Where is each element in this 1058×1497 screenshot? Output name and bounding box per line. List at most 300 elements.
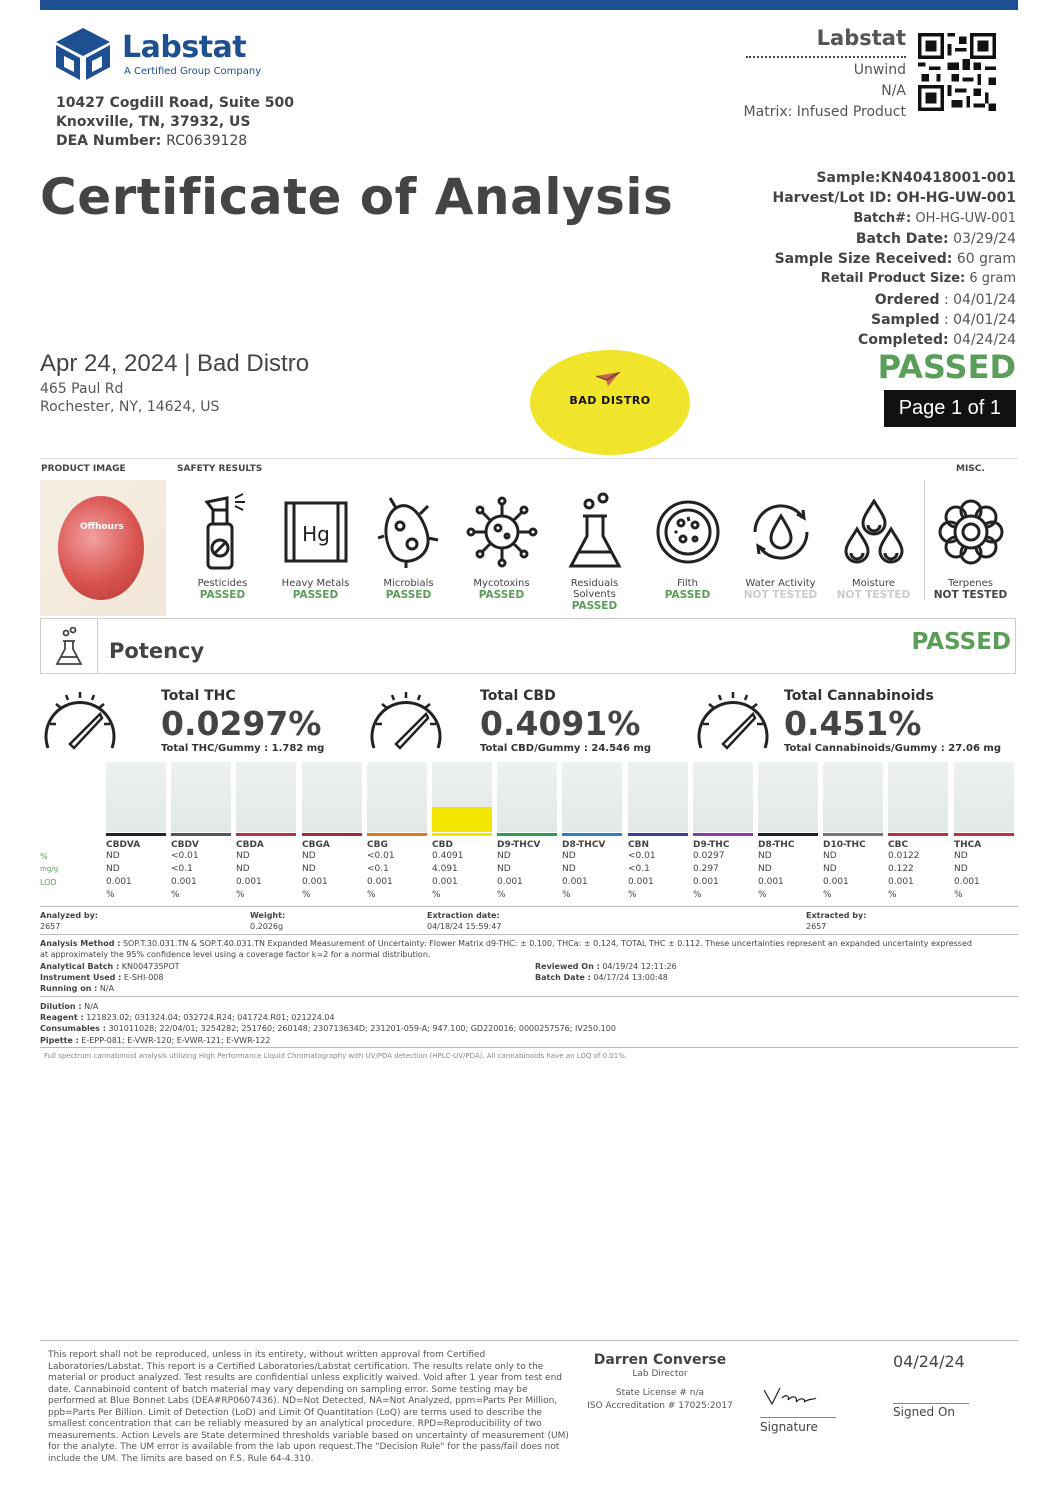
disclaimer-line: performed at Blue Bonnet Labs (DEA#RP0607436). ND=Not Detected, NA=Not Analyzed, ppm=Parts Per Million,: [48, 1396, 558, 1406]
cannabinoid-name: CBDV: [171, 840, 199, 850]
client-logo: [530, 350, 690, 455]
cannabinoid-column: [758, 762, 818, 902]
client-street: 465 Paul Rd: [40, 381, 124, 397]
cannabinoid-lod: 0.001: [628, 877, 654, 887]
lab-name: Labstat: [122, 30, 247, 65]
cannabinoid-lod: 0.001: [171, 877, 197, 887]
gauge-total: [693, 684, 773, 760]
cannabinoid-column: [367, 762, 427, 902]
potency-status: PASSED: [911, 629, 1011, 655]
reviewed-label: Reviewed On :: [535, 962, 600, 971]
cannabinoid-column: [693, 762, 753, 902]
safety-result: PASSED: [199, 589, 246, 601]
disclaimer-line: include the UM. The limits are based on F.S. Rule 64-4.310.: [48, 1453, 314, 1464]
gauge-icon: [366, 684, 446, 756]
cannabinoid-bar-bg: [954, 762, 1014, 832]
instrument-value: E-SHI-008: [123, 973, 164, 982]
section-divider: [40, 458, 1018, 459]
signature-line: [760, 1417, 836, 1418]
potency-header: [40, 618, 1016, 674]
disclaimer-line: material or product analyzed. Test results are confidential unless explicitly waived. Void after 1 year from test end: [48, 1373, 562, 1383]
batch-value: OH-HG-UW-001: [915, 210, 1016, 226]
address-line-1: 10427 Cogdill Road, Suite 500: [56, 95, 294, 111]
disclaimer-line: date. Cannabinoid content of batch material may vary depending on sampling error. Some testing may be: [48, 1384, 528, 1395]
analysis-divider-top: [40, 906, 1018, 907]
cannabinoid-pct: <0.01: [367, 851, 395, 861]
cannabinoid-bar-bg: [432, 762, 492, 832]
dea-label: DEA Number:: [56, 133, 162, 149]
cannabinoid-color-line: [954, 833, 1014, 836]
batch-label: Analytical Batch :: [40, 962, 120, 971]
gauge-value: 0.451%: [784, 704, 922, 743]
pipette-value: E-EPP-081; E-VWR-120; E-VWR-121; E-VWR-122: [81, 1036, 271, 1045]
batch-number: [773, 209, 1017, 229]
safety-results-row: [176, 486, 920, 612]
spray-bottle-icon: [176, 486, 269, 578]
gauge-sub: Total Cannabinoids/Gummy : 27.06 mg: [784, 743, 1001, 754]
row-label-lod: LOD: [40, 878, 57, 887]
cannabinoid-color-line: [171, 833, 231, 836]
signature-label: Signature: [760, 1420, 818, 1434]
cannabinoid-name: CBGA: [302, 840, 330, 850]
flask-icon: [55, 627, 83, 667]
cannabinoid-column: [888, 762, 948, 902]
cannabinoid-color-line: [432, 833, 492, 836]
handwritten-signature: [760, 1384, 820, 1408]
cannabinoid-unit: %: [562, 890, 571, 900]
cannabinoid-lod: 0.001: [888, 877, 914, 887]
dea-number: [56, 132, 294, 151]
safety-result: PASSED: [385, 589, 432, 601]
disclaimer-line: for the analyte. The UM error is available from the lab upon request.The "Decision Rule" for the pass/fail does not: [48, 1442, 560, 1452]
safety-microbials: [362, 486, 455, 612]
cannabinoid-unit: %: [171, 890, 180, 900]
cannabinoid-lod: 0.001: [302, 877, 328, 887]
cannabinoid-pct: ND: [562, 851, 576, 861]
cannabinoid-mg: ND: [236, 864, 250, 874]
cannabinoid-color-line: [236, 833, 296, 836]
footer-divider: [40, 1340, 1018, 1341]
cannabinoid-bar-bg: [693, 762, 753, 832]
sampled-date: [773, 310, 1017, 330]
disclaimer-line: measurements. Action Levels are State determined thresholds variable based on uncertainty of measurement (UM): [48, 1430, 569, 1441]
cannabinoid-bar-bg: [106, 762, 166, 832]
dotted-divider: [746, 56, 906, 58]
cannabinoid-lod: 0.001: [367, 877, 393, 887]
cannabinoid-mg: <0.1: [367, 864, 389, 874]
product-package: [58, 496, 144, 600]
safety-result: PASSED: [664, 589, 711, 601]
pipette-label: Pipette :: [40, 1036, 79, 1045]
size-received-label: Sample Size Received:: [774, 251, 953, 268]
cannabinoid-lod: 0.001: [236, 877, 262, 887]
product-name: Unwind: [853, 62, 906, 78]
client-date-name: Apr 24, 2024 | Bad Distro: [40, 350, 310, 377]
weight: [250, 910, 285, 932]
size-received-value: 60 gram: [956, 251, 1016, 268]
disclaimer-line: ppb=Parts Per Billion. Limit of Detection (LoD) and Limit Of Quantitation (LoQ) are terms used to describe the: [48, 1407, 543, 1418]
cannabinoid-lod: 0.001: [106, 877, 132, 887]
cannabinoid-lod: 0.001: [432, 877, 458, 887]
droplets-icon: [827, 486, 920, 578]
product-na: N/A: [881, 83, 906, 99]
safety-name: Filth: [677, 578, 698, 589]
cannabinoid-lod: 0.001: [497, 877, 523, 887]
cannabinoid-unit: %: [628, 890, 637, 900]
retail-value: 6 gram: [969, 271, 1016, 287]
cannabinoid-color-line: [888, 833, 948, 836]
cannabinoid-mg: ND: [562, 864, 576, 874]
consumables-value: 301011028; 22/04/01; 3254282; 251760; 260148; 230713634D; 231201-059-A; 947.100; GD220016; 0000257576; IV250.100: [108, 1024, 616, 1033]
signed-date: 04/24/24: [893, 1352, 965, 1371]
cannabinoid-pct: ND: [497, 851, 511, 861]
cannabinoid-name: CBG: [367, 840, 388, 850]
cannabinoid-bar-bg: [758, 762, 818, 832]
analysis-batch-date-value: 04/17/24 13:00:48: [593, 973, 668, 982]
safety-results-header: SAFETY RESULTS: [177, 464, 263, 474]
labstat-logo: [52, 26, 114, 86]
cannabinoid-name: D10-THC: [823, 840, 866, 850]
cannabinoid-mg: ND: [954, 864, 968, 874]
instrument-used: [40, 972, 163, 983]
signed-on-line: [893, 1403, 969, 1404]
safety-result: PASSED: [292, 589, 339, 601]
cannabinoid-column: [171, 762, 231, 902]
potency-icon-box: [41, 619, 98, 673]
dilution-value: N/A: [84, 1002, 99, 1011]
retail-label: Retail Product Size:: [820, 271, 966, 287]
reagent-value: 121823.02; 031324.04; 032724.R24; 041724.R01; 021224.04: [86, 1013, 335, 1022]
cannabinoid-pct: ND: [302, 851, 316, 861]
qr-code-icon[interactable]: [918, 33, 996, 115]
dea-value: RC0639128: [166, 133, 248, 149]
analysis-divider-3: [40, 1047, 1018, 1048]
misc-terpenes: [924, 486, 1017, 601]
safety-result: NOT TESTED: [743, 589, 818, 601]
safety-heavy-metals: [269, 486, 362, 612]
batch-date-value: 03/29/24: [953, 230, 1016, 247]
harvest-label: Harvest/Lot ID:: [772, 190, 892, 207]
analysis-batch-date: [535, 972, 668, 983]
cannabinoid-color-line: [497, 833, 557, 836]
cannabinoid-mg: <0.1: [171, 864, 193, 874]
analyzed-by-label: Analyzed by:: [40, 911, 98, 920]
analysis-note: Full spectrum cannabinoid analysis utilizing High Performance Liquid Chromatography with UV/PDA detection (HPLC-UV/PDA). All cannabinoids have an LOQ of 0.01%.: [44, 1052, 628, 1060]
ordered-date: [773, 290, 1017, 310]
cannabinoid-name: THCA: [954, 840, 982, 850]
safety-result: PASSED: [571, 600, 618, 612]
row-label-pct: %: [40, 852, 48, 861]
analysis-divider-2: [40, 996, 1018, 997]
cannabinoid-pct: ND: [954, 851, 968, 861]
completed-value: 04/24/24: [953, 332, 1016, 349]
cannabinoid-name: CBD: [432, 840, 453, 850]
cannabinoid-unit: %: [954, 890, 963, 900]
cannabinoid-mg: 4.091: [432, 864, 458, 874]
hg-icon: [269, 486, 362, 578]
page-indicator: Page 1 of 1: [884, 390, 1016, 427]
footer-disclaimer: [48, 1350, 578, 1465]
sampled-value: : 04/01/24: [943, 312, 1016, 329]
total-cannabinoids: [784, 688, 1001, 754]
cannabinoid-unit: %: [693, 890, 702, 900]
potency-title: Potency: [109, 639, 205, 663]
extraction-date-label: Extraction date:: [427, 911, 500, 920]
safety-name: Moisture: [851, 578, 896, 589]
misc-name: Terpenes: [948, 578, 993, 589]
dilution: [40, 1001, 98, 1012]
safety-name: Pesticides: [197, 578, 248, 589]
method-label: Analysis Method :: [40, 939, 121, 948]
cannabinoid-mg: ND: [302, 864, 316, 874]
batch-date-label: Batch Date:: [855, 230, 949, 247]
cannabinoid-bar-bg: [236, 762, 296, 832]
cannabinoid-color-line: [628, 833, 688, 836]
product-label-text: Offhours: [80, 522, 124, 532]
reagent: [40, 1012, 335, 1023]
cannabinoid-column: [954, 762, 1014, 902]
gauge-icon: [693, 684, 773, 756]
gauge-label: Total CBD: [480, 688, 556, 704]
signed-on-label: Signed On: [893, 1405, 956, 1419]
cannabinoid-pct: ND: [106, 851, 120, 861]
cannabinoid-bar-bg: [888, 762, 948, 832]
cannabinoid-unit: %: [823, 890, 832, 900]
cannabinoid-name: D8-THCV: [562, 840, 606, 850]
gauge-label: Total THC: [161, 688, 236, 704]
lab-tagline: A Certified Group Company: [124, 66, 262, 77]
misc-header: MISC.: [956, 464, 985, 474]
weight-label: Weight:: [250, 911, 286, 920]
flask-icon: [548, 486, 641, 578]
cannabinoid-bar-bg: [823, 762, 883, 832]
address-line-2: Knoxville, TN, 37932, US: [56, 114, 251, 130]
running-on: [40, 983, 114, 994]
cannabinoid-color-line: [302, 833, 362, 836]
cannabinoid-lod: 0.001: [954, 877, 980, 887]
iso-accreditation: ISO Accreditation # 17025:2017: [587, 1401, 733, 1411]
cannabinoid-column: [432, 762, 492, 902]
safety-name: Residuals Solvents: [570, 578, 619, 600]
cannabinoid-color-line: [367, 833, 427, 836]
cannabinoid-color-line: [758, 833, 818, 836]
sample-details: [773, 168, 1017, 351]
gauge-sub: Total CBD/Gummy : 24.546 mg: [480, 743, 652, 754]
running-label: Running on :: [40, 984, 98, 993]
product-image: [40, 480, 166, 616]
cannabinoid-pct: 0.0297: [693, 851, 725, 861]
extraction-date-value: 04/18/24 15:59:47: [427, 922, 502, 931]
cannabinoid-name: D9-THC: [693, 840, 730, 850]
safety-water-activity: [734, 486, 827, 612]
cannabinoid-color-line: [823, 833, 883, 836]
total-cbd: [480, 688, 651, 754]
cannabinoid-name: CBN: [628, 840, 649, 850]
virus-icon: [455, 486, 548, 578]
analyzed-by: [40, 910, 98, 932]
cannabinoid-lod: 0.001: [693, 877, 719, 887]
cannabinoid-column: [497, 762, 557, 902]
ordered-label: Ordered: [874, 291, 940, 308]
cannabinoid-bar-bg: [562, 762, 622, 832]
cannabinoid-unit: %: [497, 890, 506, 900]
method-value: SOP.T.30.031.TN & SOP.T.40.031.TN Expanded Measurement of Uncertainty: Flower Matrix d9-THC: ± 0.100, THCa: ± 0.124, TOTAL THC ± 0.112. These uncertainties represent an expanded uncertainty expressed: [122, 939, 972, 948]
cannabinoid-mg: ND: [497, 864, 511, 874]
cannabinoid-color-line: [562, 833, 622, 836]
cube-logo-icon: [52, 26, 114, 82]
lab-address: [56, 94, 294, 151]
right-lab-name: Labstat: [816, 26, 906, 50]
row-labels: [40, 850, 58, 889]
client-address: [40, 380, 219, 416]
gauge-value: 0.0297%: [161, 704, 322, 743]
cannabinoid-column: [236, 762, 296, 902]
cannabinoid-bar-bg: [367, 762, 427, 832]
reviewed-on: [535, 961, 677, 972]
batch-label: Batch#:: [853, 210, 912, 226]
sample-size-received: [773, 249, 1017, 269]
overall-status: PASSED: [877, 348, 1016, 386]
cannabinoid-mg: ND: [758, 864, 772, 874]
cannabinoid-unit: %: [888, 890, 897, 900]
cannabinoid-bar-bg: [628, 762, 688, 832]
disclaimer-line: Laboratories/Labstat. This report is a Certified Laboratories/Labstat certification. The results relate only to the: [48, 1361, 544, 1372]
pipette: [40, 1035, 270, 1046]
state-license: State License # n/a: [615, 1388, 705, 1398]
safety-residual-solvents: [548, 486, 641, 612]
disclaimer-line: smallest concentration that can be reliably measured by an analytical procedure. RPD=Reproducibility of two: [48, 1419, 542, 1429]
product-image-header: PRODUCT IMAGE: [41, 464, 126, 474]
analytical-batch: [40, 961, 180, 972]
svg-text:Hg: Hg: [301, 522, 330, 546]
reviewed-value: 04/19/24 12:11:26: [602, 962, 677, 971]
cannabinoid-pct: ND: [823, 851, 837, 861]
cannabinoid-name: D8-THC: [758, 840, 795, 850]
safety-moisture: [827, 486, 920, 612]
sample-value: KN40418001-001: [880, 170, 1016, 186]
harvest-value: OH-HG-UW-001: [896, 190, 1016, 207]
safety-result: NOT TESTED: [836, 589, 911, 601]
batch-date: [773, 229, 1017, 249]
gauge-sub: Total THC/Gummy : 1.782 mg: [161, 743, 325, 754]
cannabinoid-column: [823, 762, 883, 902]
signer-title: Lab Director: [632, 1369, 688, 1379]
total-thc: [161, 688, 324, 754]
weight-value: 0.2026g: [250, 922, 284, 931]
safety-mycotoxins: [455, 486, 548, 612]
safety-result: PASSED: [478, 589, 525, 601]
client-logo-text: BAD DISTRO: [569, 394, 651, 407]
cannabinoid-mg: <0.1: [628, 864, 650, 874]
cannabinoid-unit: %: [106, 890, 115, 900]
signer-block: [580, 1352, 740, 1413]
client-city: Rochester, NY, 14624, US: [40, 399, 220, 415]
cannabinoid-pct: 0.4091: [432, 851, 464, 861]
cannabinoid-color-line: [693, 833, 753, 836]
cannabinoid-mg: 0.297: [693, 864, 719, 874]
gauge-thc: [40, 684, 120, 760]
sampled-label: Sampled: [871, 312, 940, 329]
cannabinoid-lod: 0.001: [758, 877, 784, 887]
cannabinoid-pct: ND: [236, 851, 250, 861]
extraction-date: [427, 910, 501, 932]
analyzed-by-value: 2657: [40, 922, 61, 931]
top-accent-bar: [40, 0, 1018, 10]
cannabinoid-unit: %: [236, 890, 245, 900]
method-value-2: at approximately the 95% confidence level using a coverage factor k=2 for a normal distribution.: [40, 950, 431, 959]
cannabinoid-color-line: [106, 833, 166, 836]
safety-name: Heavy Metals: [281, 578, 350, 589]
gauge-icon: [40, 684, 120, 756]
signature-image: [760, 1384, 820, 1412]
batch-value: KN004735POT: [121, 962, 180, 971]
paper-plane-icon: [596, 372, 620, 386]
safety-filth: [641, 486, 734, 612]
cannabinoid-pct: ND: [758, 851, 772, 861]
misc-result: NOT TESTED: [933, 589, 1008, 601]
cannabinoid-bar-bg: [171, 762, 231, 832]
cannabinoid-column: [106, 762, 166, 902]
extracted-by-value: 2657: [806, 922, 827, 931]
cannabinoid-lod: 0.001: [823, 877, 849, 887]
analysis-batch-date-label: Batch Date :: [535, 973, 591, 982]
cannabinoid-column: [302, 762, 362, 902]
reagent-label: Reagent :: [40, 1013, 84, 1022]
flower-icon: [924, 486, 1017, 578]
cannabinoid-unit: %: [367, 890, 376, 900]
consumables: [40, 1023, 616, 1034]
page-title: Certificate of Analysis: [40, 168, 674, 226]
water-cycle-icon: [734, 486, 827, 578]
analysis-method: [40, 938, 1018, 960]
cannabinoid-name: CBDVA: [106, 840, 141, 850]
cannabinoid-pct: <0.01: [171, 851, 199, 861]
cannabinoid-pct: <0.01: [628, 851, 656, 861]
signer-name: Darren Converse: [593, 1352, 727, 1368]
cannabinoid-pct: 0.0122: [888, 851, 920, 861]
retail-size: [773, 269, 1017, 289]
completed-label: Completed:: [858, 332, 949, 349]
cannabinoid-unit: %: [302, 890, 311, 900]
disclaimer-line: This report shall not be reproduced, unless in its entirety, without written approval from Certified: [48, 1350, 486, 1360]
running-value: N/A: [99, 984, 115, 993]
cannabinoid-mg: ND: [823, 864, 837, 874]
safety-pesticides: [176, 486, 269, 612]
cannabinoid-name: CBC: [888, 840, 909, 850]
sample-id: [773, 168, 1017, 188]
ordered-value: : 04/01/24: [943, 291, 1016, 308]
gauge-label: Total Cannabinoids: [784, 688, 934, 704]
cannabinoid-column: [628, 762, 688, 902]
sample-label: Sample:: [816, 170, 881, 186]
header-right: [744, 26, 906, 123]
matrix: Matrix: Infused Product: [743, 104, 906, 120]
cannabinoid-unit: %: [432, 890, 441, 900]
cannabinoid-bar-fill: [432, 807, 492, 832]
extracted-by-label: Extracted by:: [806, 911, 867, 920]
cannabinoid-grid: [106, 762, 1012, 904]
safety-name: Microbials: [383, 578, 434, 589]
cannabinoid-lod: 0.001: [562, 877, 588, 887]
dilution-label: Dilution :: [40, 1002, 82, 1011]
safety-name: Water Activity: [745, 578, 816, 589]
extracted-by: [806, 910, 866, 932]
cannabinoid-bar-bg: [302, 762, 362, 832]
gauge-cbd: [366, 684, 446, 760]
consumables-label: Consumables :: [40, 1024, 106, 1033]
analysis-divider: [40, 934, 1018, 935]
petri-dish-icon: [641, 486, 734, 578]
